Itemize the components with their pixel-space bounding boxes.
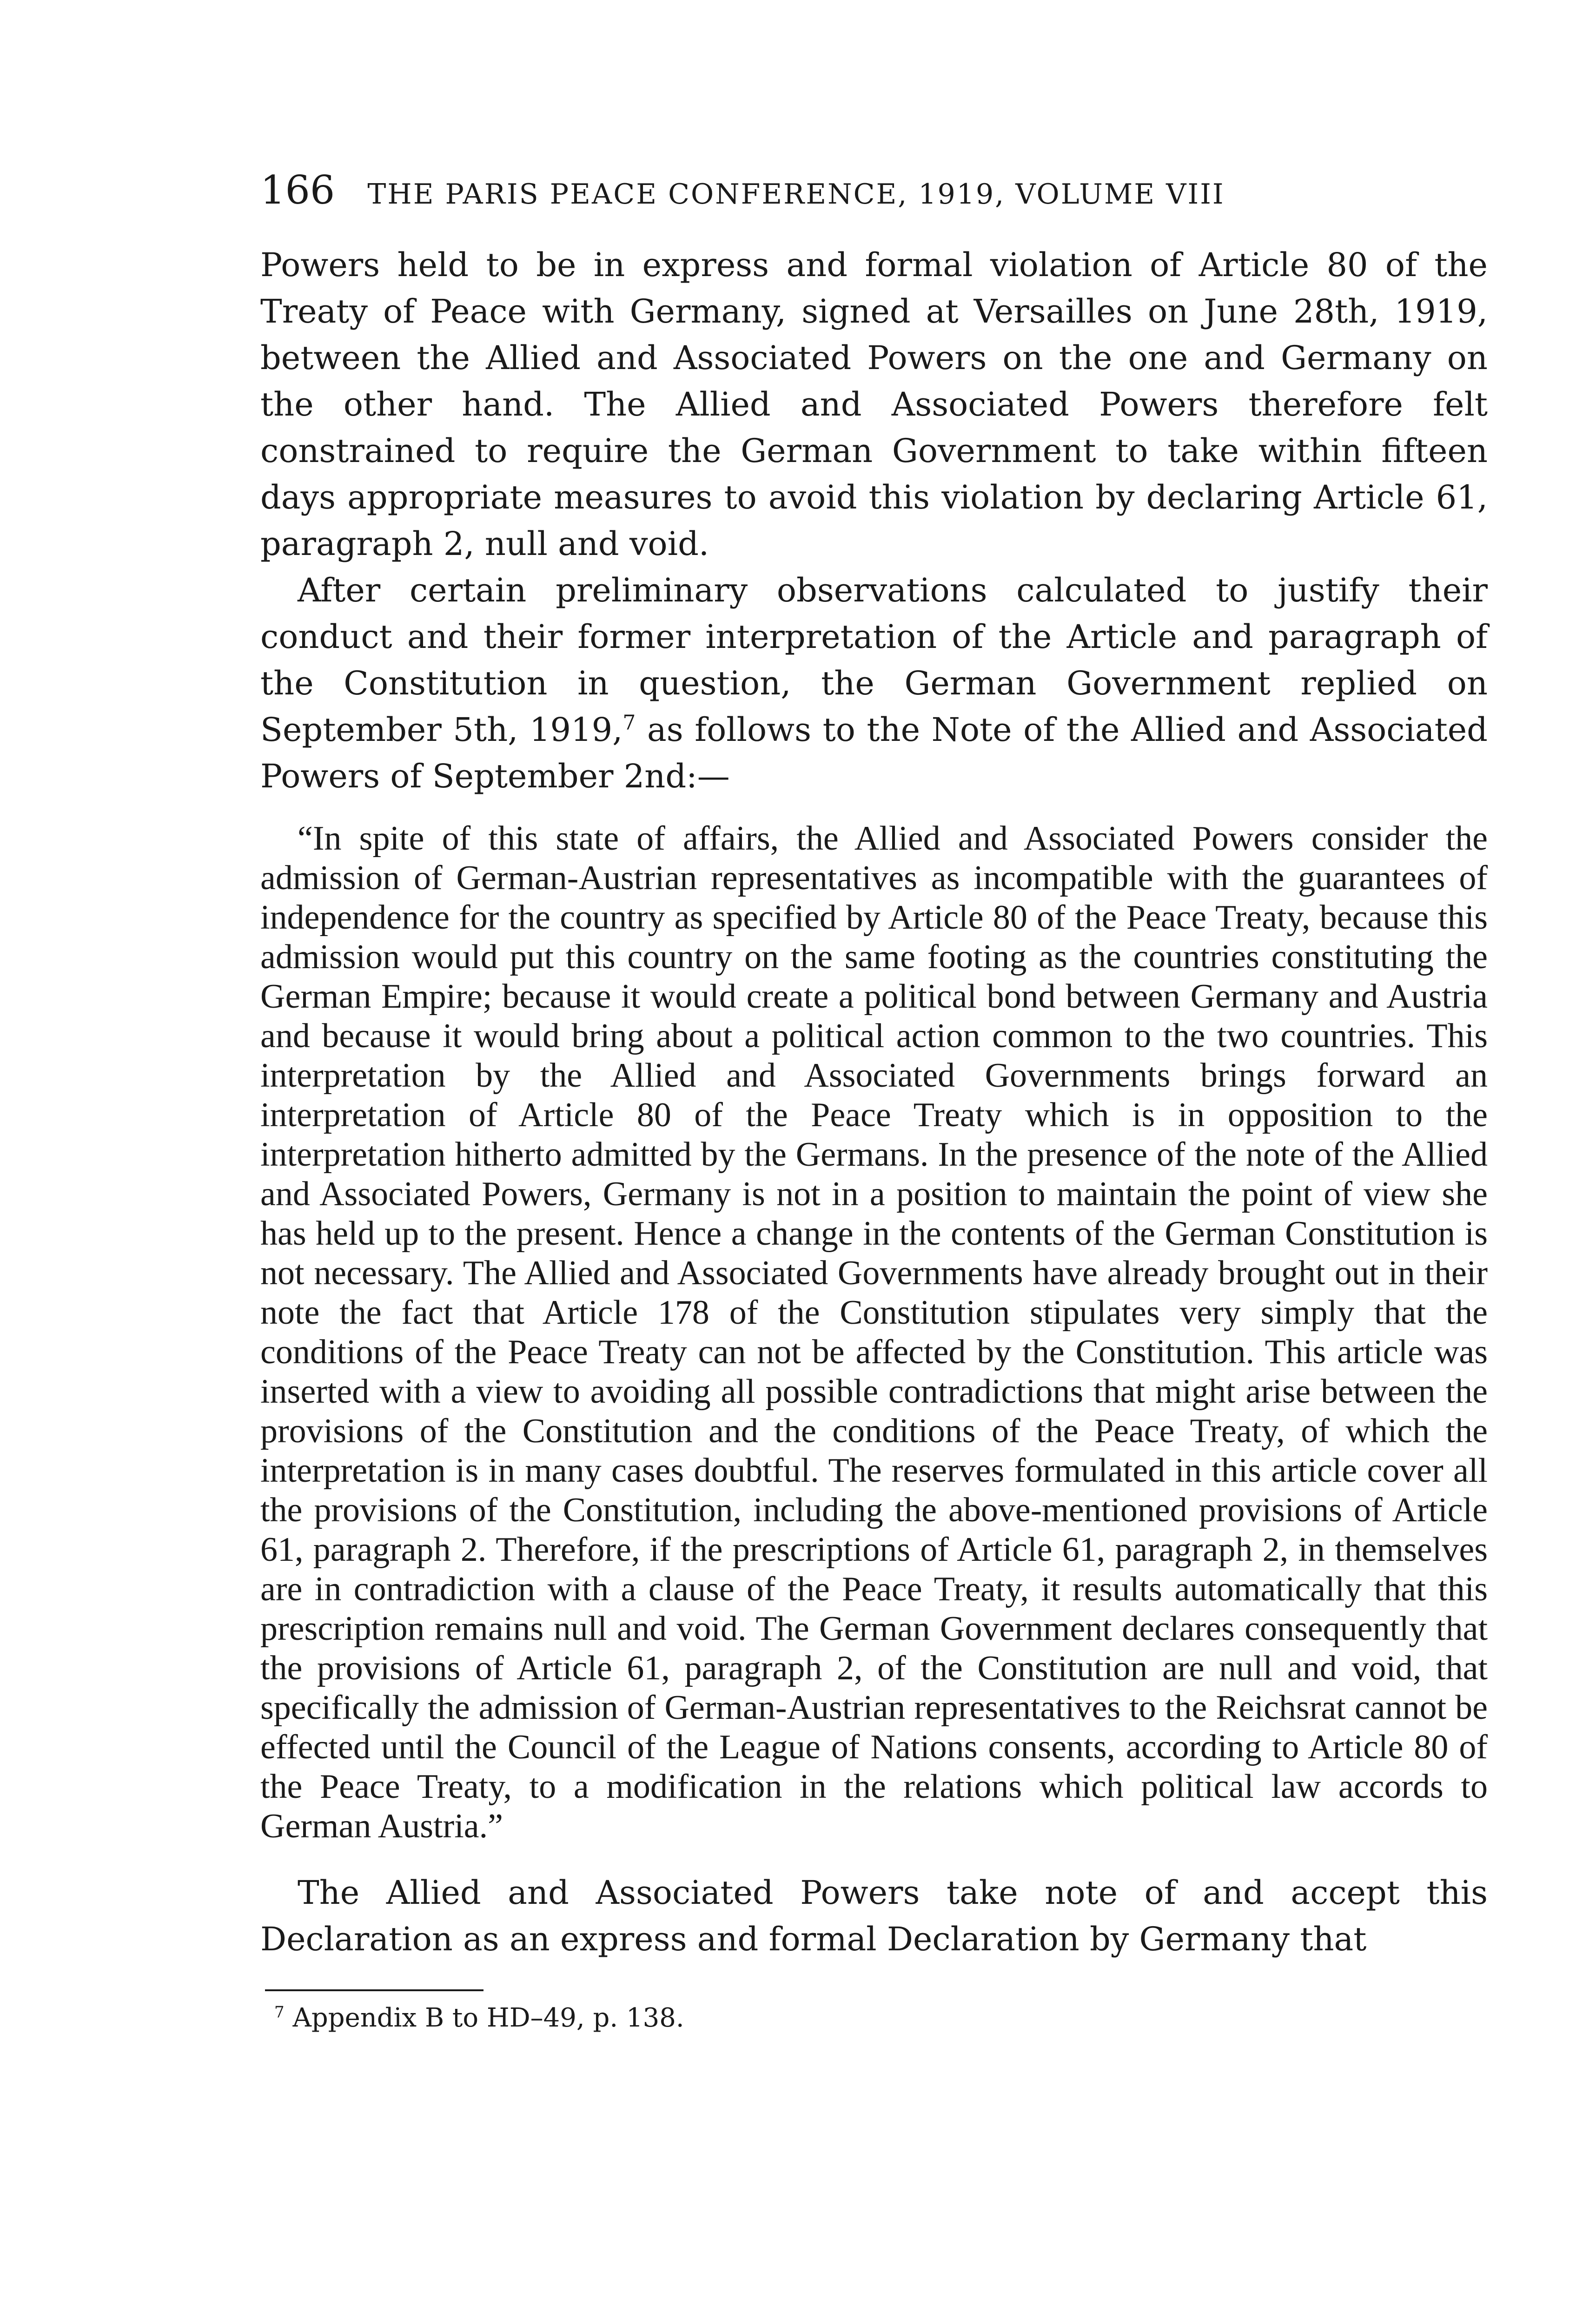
footnote [274,2000,1488,2037]
paragraph-allied-acceptance: The Allied and Associated Powers take note of and accept this Declaration as an express and formal Declaration by Germany that [260,1874,1488,1958]
footnote-reference[interactable]: 7 [622,711,636,735]
footnote-text: Appendix B to HD–49, p. 138. [292,2003,684,2033]
paragraph-continuation: Powers held to be in express and formal violation of Article 80 of the Treaty of Peace with Germany, signed at Versailles on June 28th, 1919, between the Allied and Associated Powers on the one and Germany on the other hand. The Allied and Associated Powers therefore felt constrained to require the German Government to take within fifteen days appropriate measures to avoid this violation by declaring Article 61, paragraph 2, null and void. [260,246,1488,563]
footnote-divider [265,1989,483,1991]
running-header [260,167,1488,214]
block-quote-german-declaration: “In spite of this state of affairs, the Allied and Associated Powers consider the admission of German-Austrian representatives as incompatible with the guarantees of independence for the country as specified by Article 80 of the Peace Treaty, because this admission would put this country on the same footing as the countries constituting the German Empire; because it would create a political bond between Germany and Austria and because it would bring about a political action common to the two countries. This interpretation by the Allied and Associated Governments brings forward an interpretation of Article 80 of the Peace Treaty which is in opposition to the interpretation hitherto admitted by the Germans. In the presence of the note of the Allied and Associated Powers, Germany is not in a position to maintain the point of view she has held up to the present. Hence a change in the contents of the German Constitution is not necessary. The Allied and Associated Governments have already brought out in their note the fact that Article 178 of the Constitution stipulates very simply that the conditions of the Peace Treaty can not be affected by the Constitution. This article was inserted with a view to avoiding all possible contradictions that might arise between the provisions of the Constitution and the conditions of the Peace Treaty, of which the interpretation is in many cases doubtful. The reserves formulated in this article cover all the provisions of the Constitution, including the above-mentioned provisions of Article 61, paragraph 2. Therefore, if the prescriptions of Article 61, paragraph 2, in themselves are in contradiction with a clause of the Peace Treaty, it results automatically that this prescription remains null and void. The German Government declares consequently that the provisions of Article 61, paragraph 2, of the Constitution are null and void, that specifically the admission of German-Austrian representatives to the Reichsrat cannot be effected until the Council of the League of Nations consents, according to Article 80 of the Peace Treaty, to a modification in the relations which political law accords to German Austria.” [260,819,1488,1845]
paragraph-german-reply-text-end: as follows to the Note of the Allied and Associated Powers of September 2nd:— [260,711,1488,795]
paragraph-german-reply [260,567,1488,799]
page-number: 166 [260,167,335,213]
footnote-marker: 7 [274,2003,285,2022]
running-title: THE PARIS PEACE CONFERENCE, 1919, VOLUME VIII [367,178,1225,211]
paragraph-german-reply-text: After certain preliminary observations calculated to justify their conduct and their former interpretation of the Article and paragraph of the Constitution in question, the German Government replied on September 5th, 1919, [260,571,1488,749]
document-page [260,167,1488,2037]
